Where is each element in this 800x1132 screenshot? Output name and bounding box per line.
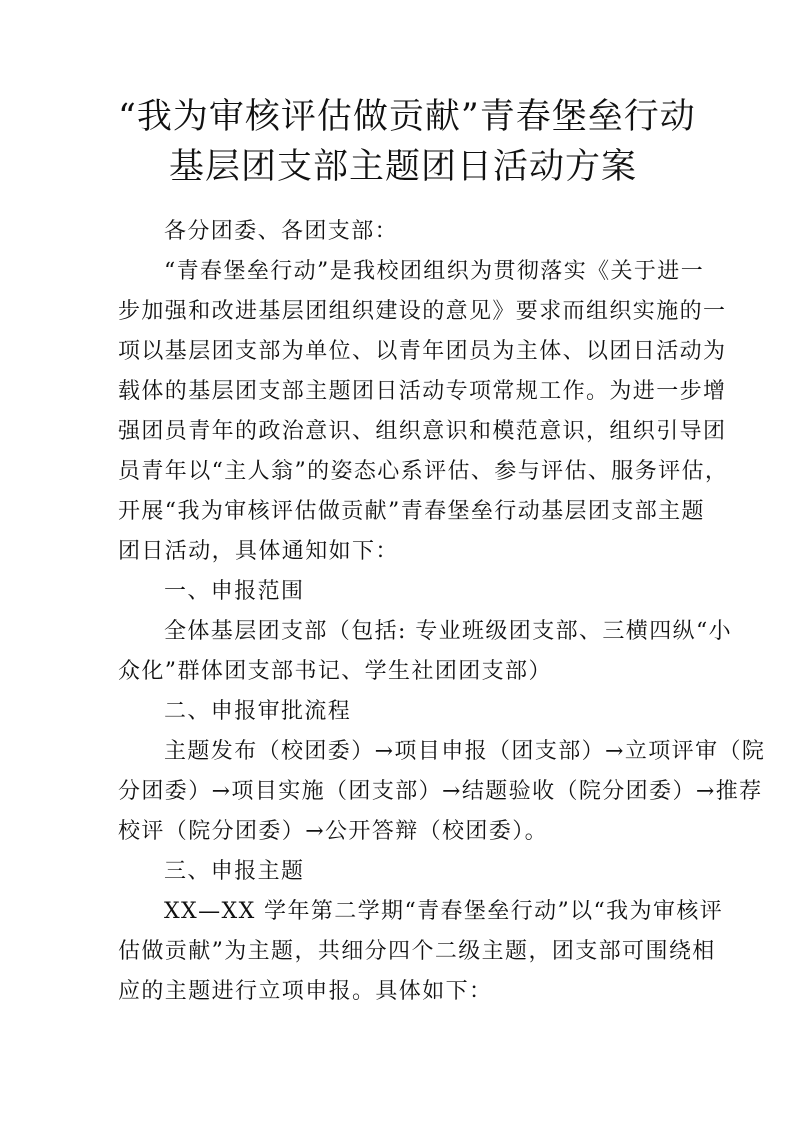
process-line: 校评（院分团委）→公开答辩（校团委）。 <box>118 819 549 844</box>
scope-paragraph <box>118 612 733 692</box>
section-heading-scope: 一、申报范围 <box>164 579 305 604</box>
scope-line: 全体基层团支部（包括: 专业班级团支部、三横四纵“小 <box>164 619 733 644</box>
scope-line: 众化”群体团支部书记、学生社团团支部） <box>118 659 552 684</box>
intro-line: 员青年以“主人翁”的姿态心系评估、参与评估、服务评估， <box>118 459 729 484</box>
process-line: 主题发布（校团委）→项目申报（团支部）→立项评审（院 <box>164 739 766 764</box>
section-heading-process: 二、申报审批流程 <box>164 699 352 724</box>
document-body <box>118 212 766 1012</box>
title-line-1: “我为审核评估做贡献”青春堡垒行动 <box>118 97 696 137</box>
theme-line: 应的主题进行立项申报。具体如下： <box>118 979 493 1004</box>
title-line-2: 基层团支部主题团日活动方案 <box>168 147 637 187</box>
theme-paragraph <box>118 892 724 1012</box>
intro-line: 载体的基层团支部主题团日活动专项常规工作。为进一步增 <box>118 379 727 404</box>
intro-line: 强团员青年的政治意识、组织意识和模范意识，组织引导团 <box>118 419 727 444</box>
intro-line: “青春堡垒行动”是我校团组织为贯彻落实《关于进一 <box>164 259 705 284</box>
intro-line: 项以基层团支部为单位、以青年团员为主体、以团日活动为 <box>118 339 727 364</box>
intro-paragraph <box>118 252 729 572</box>
intro-line: 团日活动，具体通知如下： <box>118 539 399 564</box>
theme-line: 估做贡献”为主题，共细分四个二级主题，团支部可围绕相 <box>118 939 716 964</box>
intro-line: 步加强和改进基层团组织建设的意见》要求而组织实施的一 <box>118 299 727 324</box>
section-heading-theme: 三、申报主题 <box>164 859 305 884</box>
salutation: 各分团委、各团支部： <box>164 219 399 244</box>
process-paragraph <box>118 732 766 852</box>
theme-line: XX—XX 学年第二学期“青春堡垒行动”以“我为审核评 <box>164 899 724 924</box>
process-line: 分团委）→项目实施（团支部）→结题验收（院分团委）→推荐 <box>118 779 763 804</box>
intro-line: 开展“我为审核评估做贡献”青春堡垒行动基层团支部主题 <box>118 499 705 524</box>
document-title <box>118 92 696 192</box>
